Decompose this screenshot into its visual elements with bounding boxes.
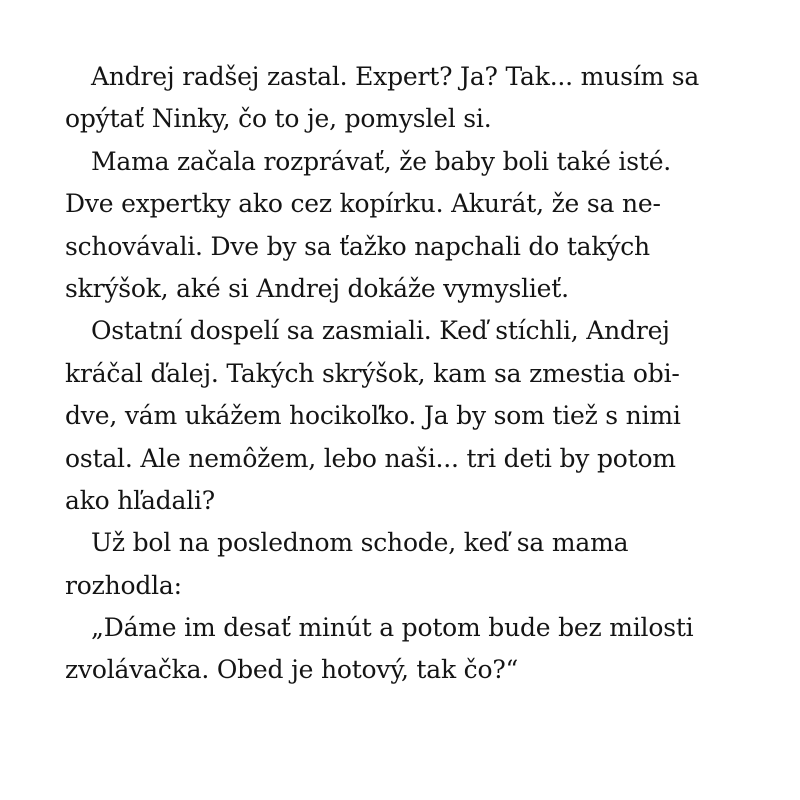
text-line: ako hľadali? (65, 485, 215, 515)
body-text (65, 56, 745, 692)
text-line: Už bol na poslednom schode, keď sa mama (91, 528, 629, 558)
text-line: skrýšok, aké si Andrej dokáže vymyslieť. (65, 273, 569, 303)
text-line: Dve expertky ako cez kopírku. Akurát, že sa ne- (65, 189, 661, 219)
text-line: schovávali. Dve by sa ťažko napchali do takých (65, 231, 650, 261)
text-line: dve, vám ukážem hocikoľko. Ja by som tiež s nimi (65, 401, 681, 431)
text-line: ostal. Ale nemôžem, lebo naši... tri deti by potom (65, 443, 676, 473)
text-line: Ostatní dospelí sa zasmiali. Keď stíchli, Andrej (91, 316, 670, 346)
text-line: rozhodla: (65, 570, 182, 600)
text-line: kráčal ďalej. Takých skrýšok, kam sa zmestia obi- (65, 358, 680, 388)
text-line: Andrej radšej zastal. Expert? Ja? Tak... musím sa (91, 62, 700, 91)
text-line: zvolávačka. Obed je hotový, tak čo?“ (65, 655, 519, 685)
text-line: opýtať Ninky, čo to je, pomyslel si. (65, 104, 492, 134)
text-line: Mama začala rozprávať, že baby boli také isté. (91, 146, 672, 176)
text-line: „Dáme im desať minút a potom bude bez milosti (91, 613, 694, 643)
